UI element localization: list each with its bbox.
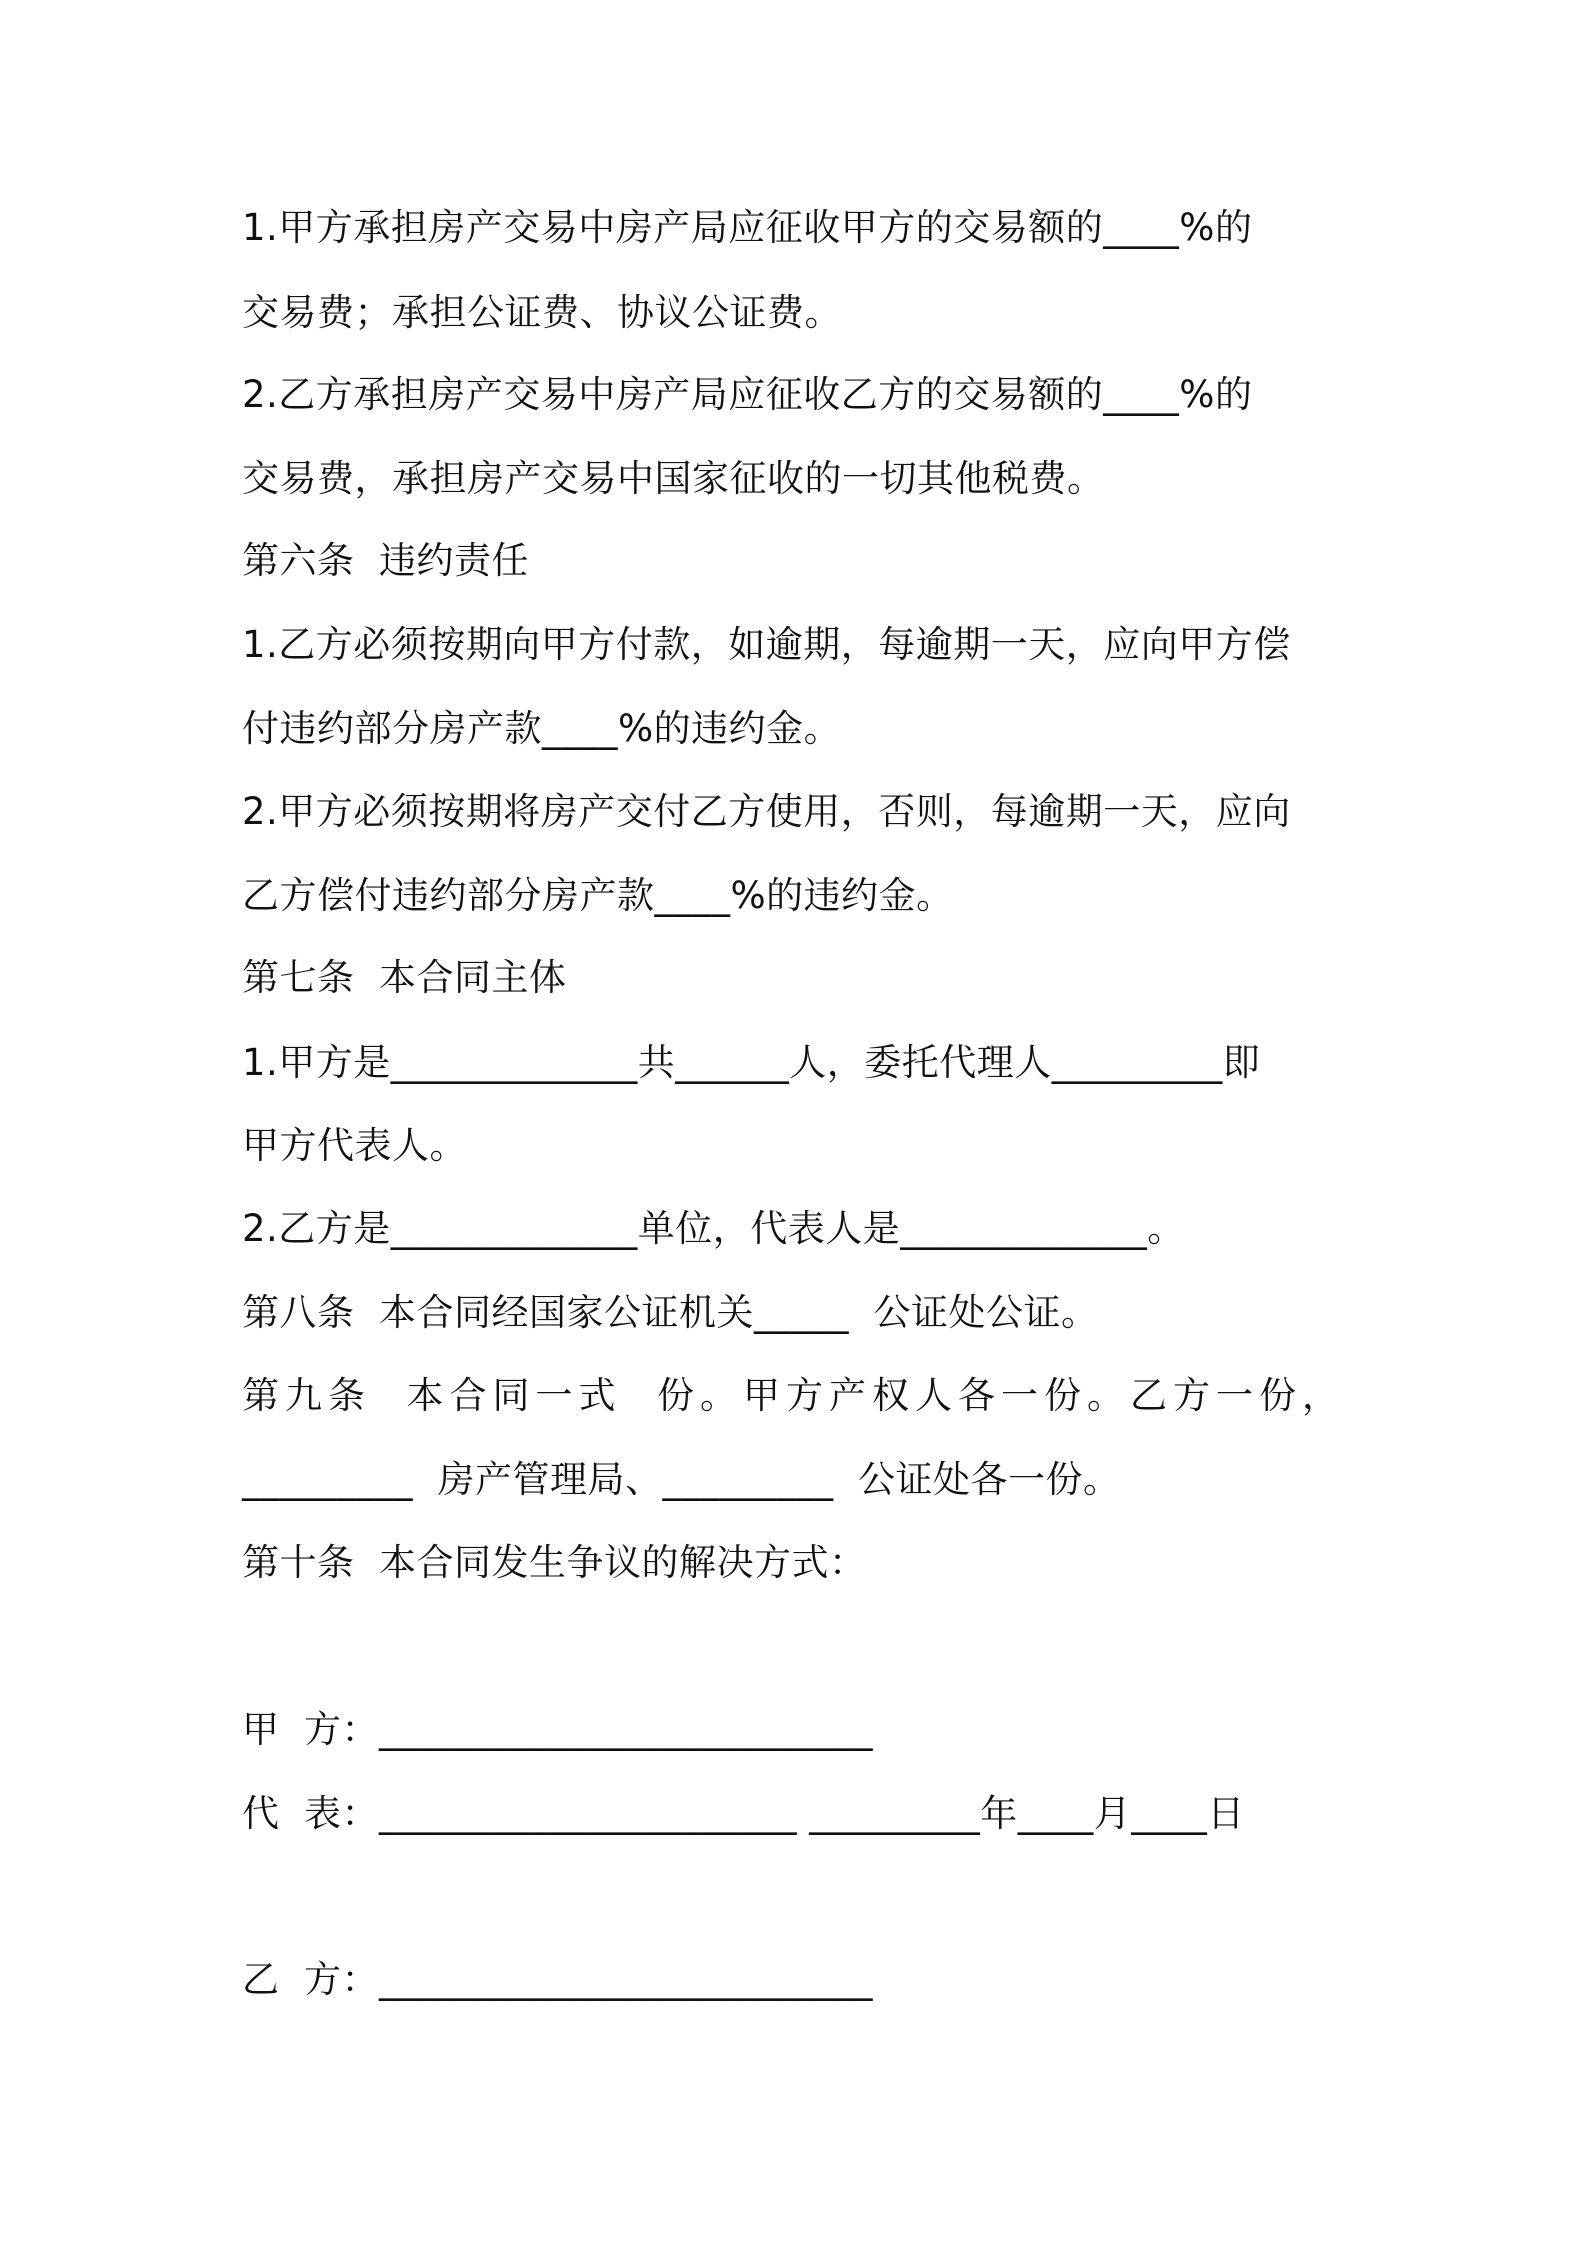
clause-6-item-2-line-1: 2.甲方必须按期将房产交付乙方使用，否则，每逾期一天，应向	[242, 790, 1291, 833]
clause-9-line-1: 第九条 本合同一式 份。甲方产权人各一份。乙方一份，	[242, 1374, 1346, 1417]
clause-5-item-2-line-2: 交易费，承担房产交易中国家征收的一切其他税费。	[242, 457, 1105, 500]
representative-date-line: 代 表：______________________ _________年____月____日	[242, 1792, 1245, 1835]
clause-6-item-1-line-2: 付违约部分房产款____%的违约金。	[242, 707, 842, 750]
clause-5-item-1-line-2: 交易费；承担公证费、协议公证费。	[242, 291, 842, 334]
clause-7-item-1-line-2: 甲方代表人。	[242, 1124, 467, 1167]
clause-8: 第八条 本合同经国家公证机关_____ 公证处公证。	[242, 1291, 1099, 1334]
clause-7-item-1-line-1: 1.甲方是_____________共______人，委托代理人_________即	[242, 1041, 1261, 1084]
clause-6-item-1-line-1: 1.乙方必须按期向甲方付款，如逾期，每逾期一天，应向甲方偿	[242, 623, 1291, 666]
clause-6-item-2-line-2: 乙方偿付违约部分房产款____%的违约金。	[242, 874, 954, 917]
clause-7-item-2: 2.乙方是_____________单位，代表人是_____________。	[242, 1207, 1185, 1250]
party-b-signature-line: 乙 方：__________________________	[242, 1958, 874, 2001]
clause-7-heading: 第七条 本合同主体	[242, 956, 567, 999]
clause-6-heading: 第六条 违约责任	[242, 539, 530, 582]
clause-9-line-2: _________ 房产管理局、_________ 公证处各一份。	[242, 1458, 1121, 1501]
party-a-signature-line: 甲 方：__________________________	[242, 1708, 874, 1751]
clause-10-heading: 第十条 本合同发生争议的解决方式：	[242, 1541, 867, 1584]
clause-5-item-1-line-1: 1.甲方承担房产交易中房产局应征收甲方的交易额的____%的	[242, 206, 1253, 249]
clause-5-item-2-line-1: 2.乙方承担房产交易中房产局应征收乙方的交易额的____%的	[242, 373, 1253, 416]
